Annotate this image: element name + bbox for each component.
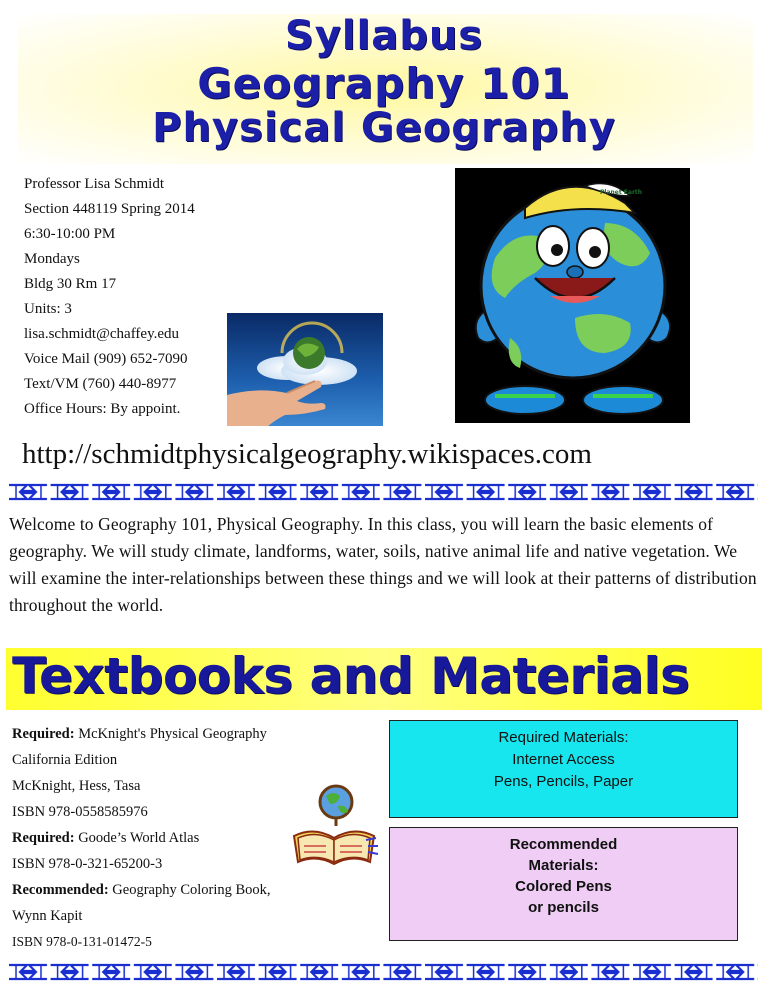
course-info xyxy=(24,172,195,422)
cartoon-globe-image xyxy=(455,168,690,423)
textbook-3-title: Geography Coloring Book, xyxy=(108,882,271,898)
recommended-materials-item: Colored Pens xyxy=(515,878,612,895)
textbook-1-authors: McKnight, Hess, Tasa xyxy=(12,778,141,794)
class-location: Bldg 30 Rm 17 xyxy=(24,276,117,292)
hand-earth-photo xyxy=(227,313,383,426)
recommended-materials-box xyxy=(389,827,738,941)
textbook-3-author: Wynn Kapit xyxy=(12,908,83,924)
textbook-3-isbn: ISBN 978-0-131-01472-5 xyxy=(12,934,152,949)
units: Units: 3 xyxy=(24,301,72,317)
recommended-materials-heading: Recommended xyxy=(509,836,618,853)
voice-mail: Voice Mail (909) 652-7090 xyxy=(24,351,188,367)
textbook-list xyxy=(12,721,271,955)
course-title: Geography 101 xyxy=(197,59,571,108)
decorative-border-top xyxy=(8,481,758,503)
course-subtitle: Physical Geography xyxy=(152,105,616,151)
required-materials-item: Internet Access xyxy=(512,751,615,768)
decorative-border-bottom xyxy=(8,961,758,983)
recommended-materials-heading-2: Materials: xyxy=(528,857,599,874)
required-materials-heading: Required Materials: xyxy=(498,729,629,746)
class-day: Mondays xyxy=(24,251,80,267)
textbook-2-title: Goode’s World Atlas xyxy=(74,830,200,846)
textbook-1-isbn: ISBN 978-0558585976 xyxy=(12,804,148,820)
textbook-1-title: McKnight's Physical Geography xyxy=(74,726,267,742)
class-time: 6:30-10:00 PM xyxy=(24,226,116,242)
email[interactable]: lisa.schmidt@chaffey.edu xyxy=(24,326,180,342)
textbook-2 xyxy=(12,825,271,851)
professor-name: Professor Lisa Schmidt xyxy=(24,176,164,192)
textbook-1-edition: California Edition xyxy=(12,752,118,768)
welcome-paragraph: Welcome to Geography 101, Physical Geography. In this class, you will learn the basic elements of geography. We will study climate, landforms, water, soils, native animal life and native vegetation. We will examine the inter-relationships between these things and we will look at their patterns of distribution throughout the world. xyxy=(9,514,757,615)
section-term: Section 448119 Spring 2014 xyxy=(24,201,195,217)
recommended-materials-item: or pencils xyxy=(528,899,599,916)
required-materials-item: Pens, Pencils, Paper xyxy=(493,773,634,790)
required-materials-box xyxy=(389,720,738,818)
text-vm: Text/VM (760) 440-8977 xyxy=(24,376,177,392)
textbook-2-isbn: ISBN 978-0-321-65200-3 xyxy=(12,856,163,872)
course-website-link[interactable]: http://schmidtphysicalgeography.wikispaces.com xyxy=(22,438,592,470)
reading-globe-clipart xyxy=(288,780,380,872)
required-label: Required: xyxy=(12,726,75,742)
textbook-1 xyxy=(12,721,271,747)
cap-text: Planet Earth xyxy=(600,189,643,196)
textbook-3 xyxy=(12,877,271,903)
syllabus-title: Syllabus xyxy=(284,13,484,59)
globe-character xyxy=(455,168,690,423)
office-hours: Office Hours: By appoint. xyxy=(24,401,181,417)
recommended-label: Recommended: xyxy=(12,882,109,898)
section-title: Textbooks and Materials xyxy=(12,647,690,705)
required-label: Required: xyxy=(12,830,75,846)
